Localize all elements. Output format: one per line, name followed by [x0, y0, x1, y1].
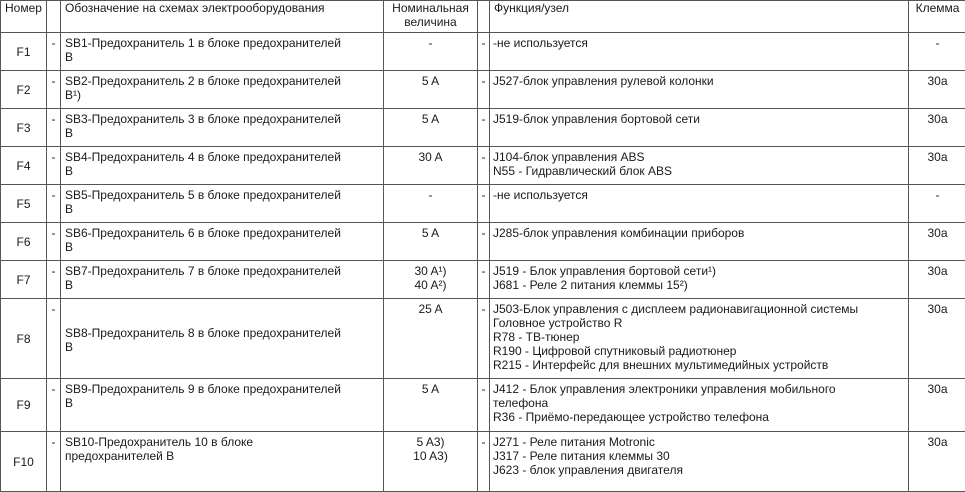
nominal-line: 5 A: [386, 74, 475, 88]
row-dash: -: [47, 71, 61, 109]
nominal-value: [384, 33, 478, 71]
function-line: R215 - Интерфейс для внешних мультимедийных устройств: [493, 358, 906, 372]
clamp-value: 30a: [909, 147, 965, 185]
function-dash: -: [478, 379, 490, 432]
header-dash: [47, 1, 61, 33]
clamp-value: 30a: [909, 261, 965, 299]
function-line: R36 - Приёмо-передающее устройство телефона: [493, 410, 906, 424]
table-row: [1, 109, 965, 147]
function-line: J285-блок управления комбинации приборов: [493, 226, 906, 240]
designation-line: B: [65, 396, 381, 410]
function-dash: -: [478, 432, 490, 492]
function-dash: -: [478, 185, 490, 223]
designation-line: SB1-Предохранитель 1 в блоке предохранителей: [65, 36, 381, 50]
header-number: Номер: [1, 1, 47, 33]
designation-line: SB2-Предохранитель 2 в блоке предохранителей: [65, 74, 381, 88]
function-line: N55 - Гидравлический блок ABS: [493, 164, 906, 178]
table-row: [1, 299, 965, 379]
designation-line: B: [65, 278, 381, 292]
fuse-designation: [61, 109, 384, 147]
function-cell: [490, 379, 909, 432]
function-cell: [490, 299, 909, 379]
function-line: J519 - Блок управления бортовой сети¹): [493, 264, 906, 278]
header-clamp: Клемма: [909, 1, 965, 33]
designation-line: B¹): [65, 88, 381, 102]
fuse-designation: [61, 299, 384, 379]
fuse-designation: [61, 33, 384, 71]
table-row: [1, 147, 965, 185]
row-dash: -: [47, 223, 61, 261]
row-dash: -: [47, 432, 61, 492]
table-row: [1, 379, 965, 432]
clamp-value: 30a: [909, 379, 965, 432]
table-row: [1, 185, 965, 223]
row-dash: -: [47, 379, 61, 432]
function-line: Головное устройство R: [493, 316, 906, 330]
designation-line: SB9-Предохранитель 9 в блоке предохранителей: [65, 382, 381, 396]
table-row: [1, 33, 965, 71]
header-nominal-line2: величина: [386, 15, 475, 29]
function-line: J681 - Реле 2 питания клеммы 15²): [493, 278, 906, 292]
clamp-value: 30a: [909, 432, 965, 492]
designation-line: B: [65, 164, 381, 178]
nominal-value: [384, 223, 478, 261]
function-line: J527-блок управления рулевой колонки: [493, 74, 906, 88]
header-nominal-line1: Номинальная: [386, 1, 475, 15]
fuse-designation: [61, 185, 384, 223]
header-function: Функция/узел: [490, 1, 909, 33]
designation-line: SB5-Предохранитель 5 в блоке предохранителей: [65, 188, 381, 202]
row-dash: -: [47, 109, 61, 147]
function-line: J104-блок управления ABS: [493, 150, 906, 164]
fuse-designation: [61, 379, 384, 432]
fuse-number: F4: [1, 147, 47, 185]
nominal-value: [384, 379, 478, 432]
function-line: -не используется: [493, 188, 906, 202]
function-cell: [490, 432, 909, 492]
function-cell: [490, 223, 909, 261]
clamp-value: -: [909, 33, 965, 71]
function-dash: -: [478, 71, 490, 109]
function-cell: [490, 33, 909, 71]
nominal-value: [384, 185, 478, 223]
clamp-value: -: [909, 185, 965, 223]
function-cell: [490, 147, 909, 185]
function-dash: -: [478, 147, 490, 185]
header-designation: Обозначение на схемах электрооборудования: [61, 1, 384, 33]
function-dash: -: [478, 33, 490, 71]
fuse-number: F3: [1, 109, 47, 147]
nominal-line: 5 A: [386, 226, 475, 240]
row-dash: -: [47, 299, 61, 379]
function-line: R78 - ТВ-тюнер: [493, 330, 906, 344]
nominal-value: [384, 261, 478, 299]
designation-line: B: [65, 202, 381, 216]
row-dash: -: [47, 33, 61, 71]
function-dash: -: [478, 261, 490, 299]
designation-line: B: [65, 240, 381, 254]
fuse-designation: [61, 432, 384, 492]
table-row: [1, 71, 965, 109]
header-fdash: [478, 1, 490, 33]
designation-line: предохранителей B: [65, 449, 381, 463]
fuse-number: F7: [1, 261, 47, 299]
nominal-line: 25 A: [386, 302, 475, 316]
designation-line: SB6-Предохранитель 6 в блоке предохранителей: [65, 226, 381, 240]
designation-line: SB7-Предохранитель 7 в блоке предохранителей: [65, 264, 381, 278]
function-cell: [490, 71, 909, 109]
row-dash: -: [47, 147, 61, 185]
fuse-designation: [61, 223, 384, 261]
fuse-designation: [61, 147, 384, 185]
function-dash: -: [478, 109, 490, 147]
header-nominal: [384, 1, 478, 33]
function-line: J519-блок управления бортовой сети: [493, 112, 906, 126]
nominal-value: [384, 299, 478, 379]
fuse-designation: [61, 261, 384, 299]
fuse-designation: [61, 71, 384, 109]
nominal-line: 5 A3): [386, 435, 475, 449]
header-row: [1, 1, 965, 33]
fuse-number: F5: [1, 185, 47, 223]
designation-line: B: [65, 340, 381, 354]
fuse-number: F8: [1, 299, 47, 379]
nominal-value: [384, 71, 478, 109]
designation-line: SB4-Предохранитель 4 в блоке предохранителей: [65, 150, 381, 164]
nominal-line: 10 A3): [386, 449, 475, 463]
fuse-number: F2: [1, 71, 47, 109]
nominal-value: [384, 147, 478, 185]
nominal-value: [384, 109, 478, 147]
table-body: [1, 33, 965, 492]
function-line: -не используется: [493, 36, 906, 50]
function-cell: [490, 261, 909, 299]
nominal-value: [384, 432, 478, 492]
designation-line: SB3-Предохранитель 3 в блоке предохранителей: [65, 112, 381, 126]
fuse-number: F1: [1, 33, 47, 71]
nominal-line: 5 A: [386, 382, 475, 396]
fuse-number: F6: [1, 223, 47, 261]
function-line: J623 - блок управления двигателя: [493, 463, 906, 477]
clamp-value: 30a: [909, 223, 965, 261]
nominal-line: 5 A: [386, 112, 475, 126]
function-line: J271 - Реле питания Motronic: [493, 435, 906, 449]
designation-line: B: [65, 50, 381, 64]
nominal-line: 40 A²): [386, 278, 475, 292]
nominal-line: -: [386, 188, 475, 202]
nominal-line: 30 A: [386, 150, 475, 164]
table-row: [1, 223, 965, 261]
designation-line: SB10-Предохранитель 10 в блоке: [65, 435, 381, 449]
table-row: [1, 432, 965, 492]
function-line: R190 - Цифровой спутниковый радиотюнер: [493, 344, 906, 358]
designation-line: SB8-Предохранитель 8 в блоке предохранителей: [65, 326, 381, 340]
fuse-number: F10: [1, 432, 47, 492]
function-cell: [490, 185, 909, 223]
clamp-value: 30a: [909, 71, 965, 109]
function-dash: -: [478, 299, 490, 379]
designation-line: B: [65, 126, 381, 140]
function-dash: -: [478, 223, 490, 261]
function-line: телефона: [493, 396, 906, 410]
row-dash: -: [47, 261, 61, 299]
clamp-value: 30a: [909, 109, 965, 147]
nominal-line: 30 A¹): [386, 264, 475, 278]
table-row: [1, 261, 965, 299]
row-dash: -: [47, 185, 61, 223]
function-line: J503-Блок управления с дисплеем радионавигационной системы: [493, 302, 906, 316]
fuse-number: F9: [1, 379, 47, 432]
clamp-value: 30a: [909, 299, 965, 379]
function-line: J412 - Блок управления электроники управления мобильного: [493, 382, 906, 396]
function-cell: [490, 109, 909, 147]
nominal-line: -: [386, 36, 475, 50]
function-line: J317 - Реле питания клеммы 30: [493, 449, 906, 463]
